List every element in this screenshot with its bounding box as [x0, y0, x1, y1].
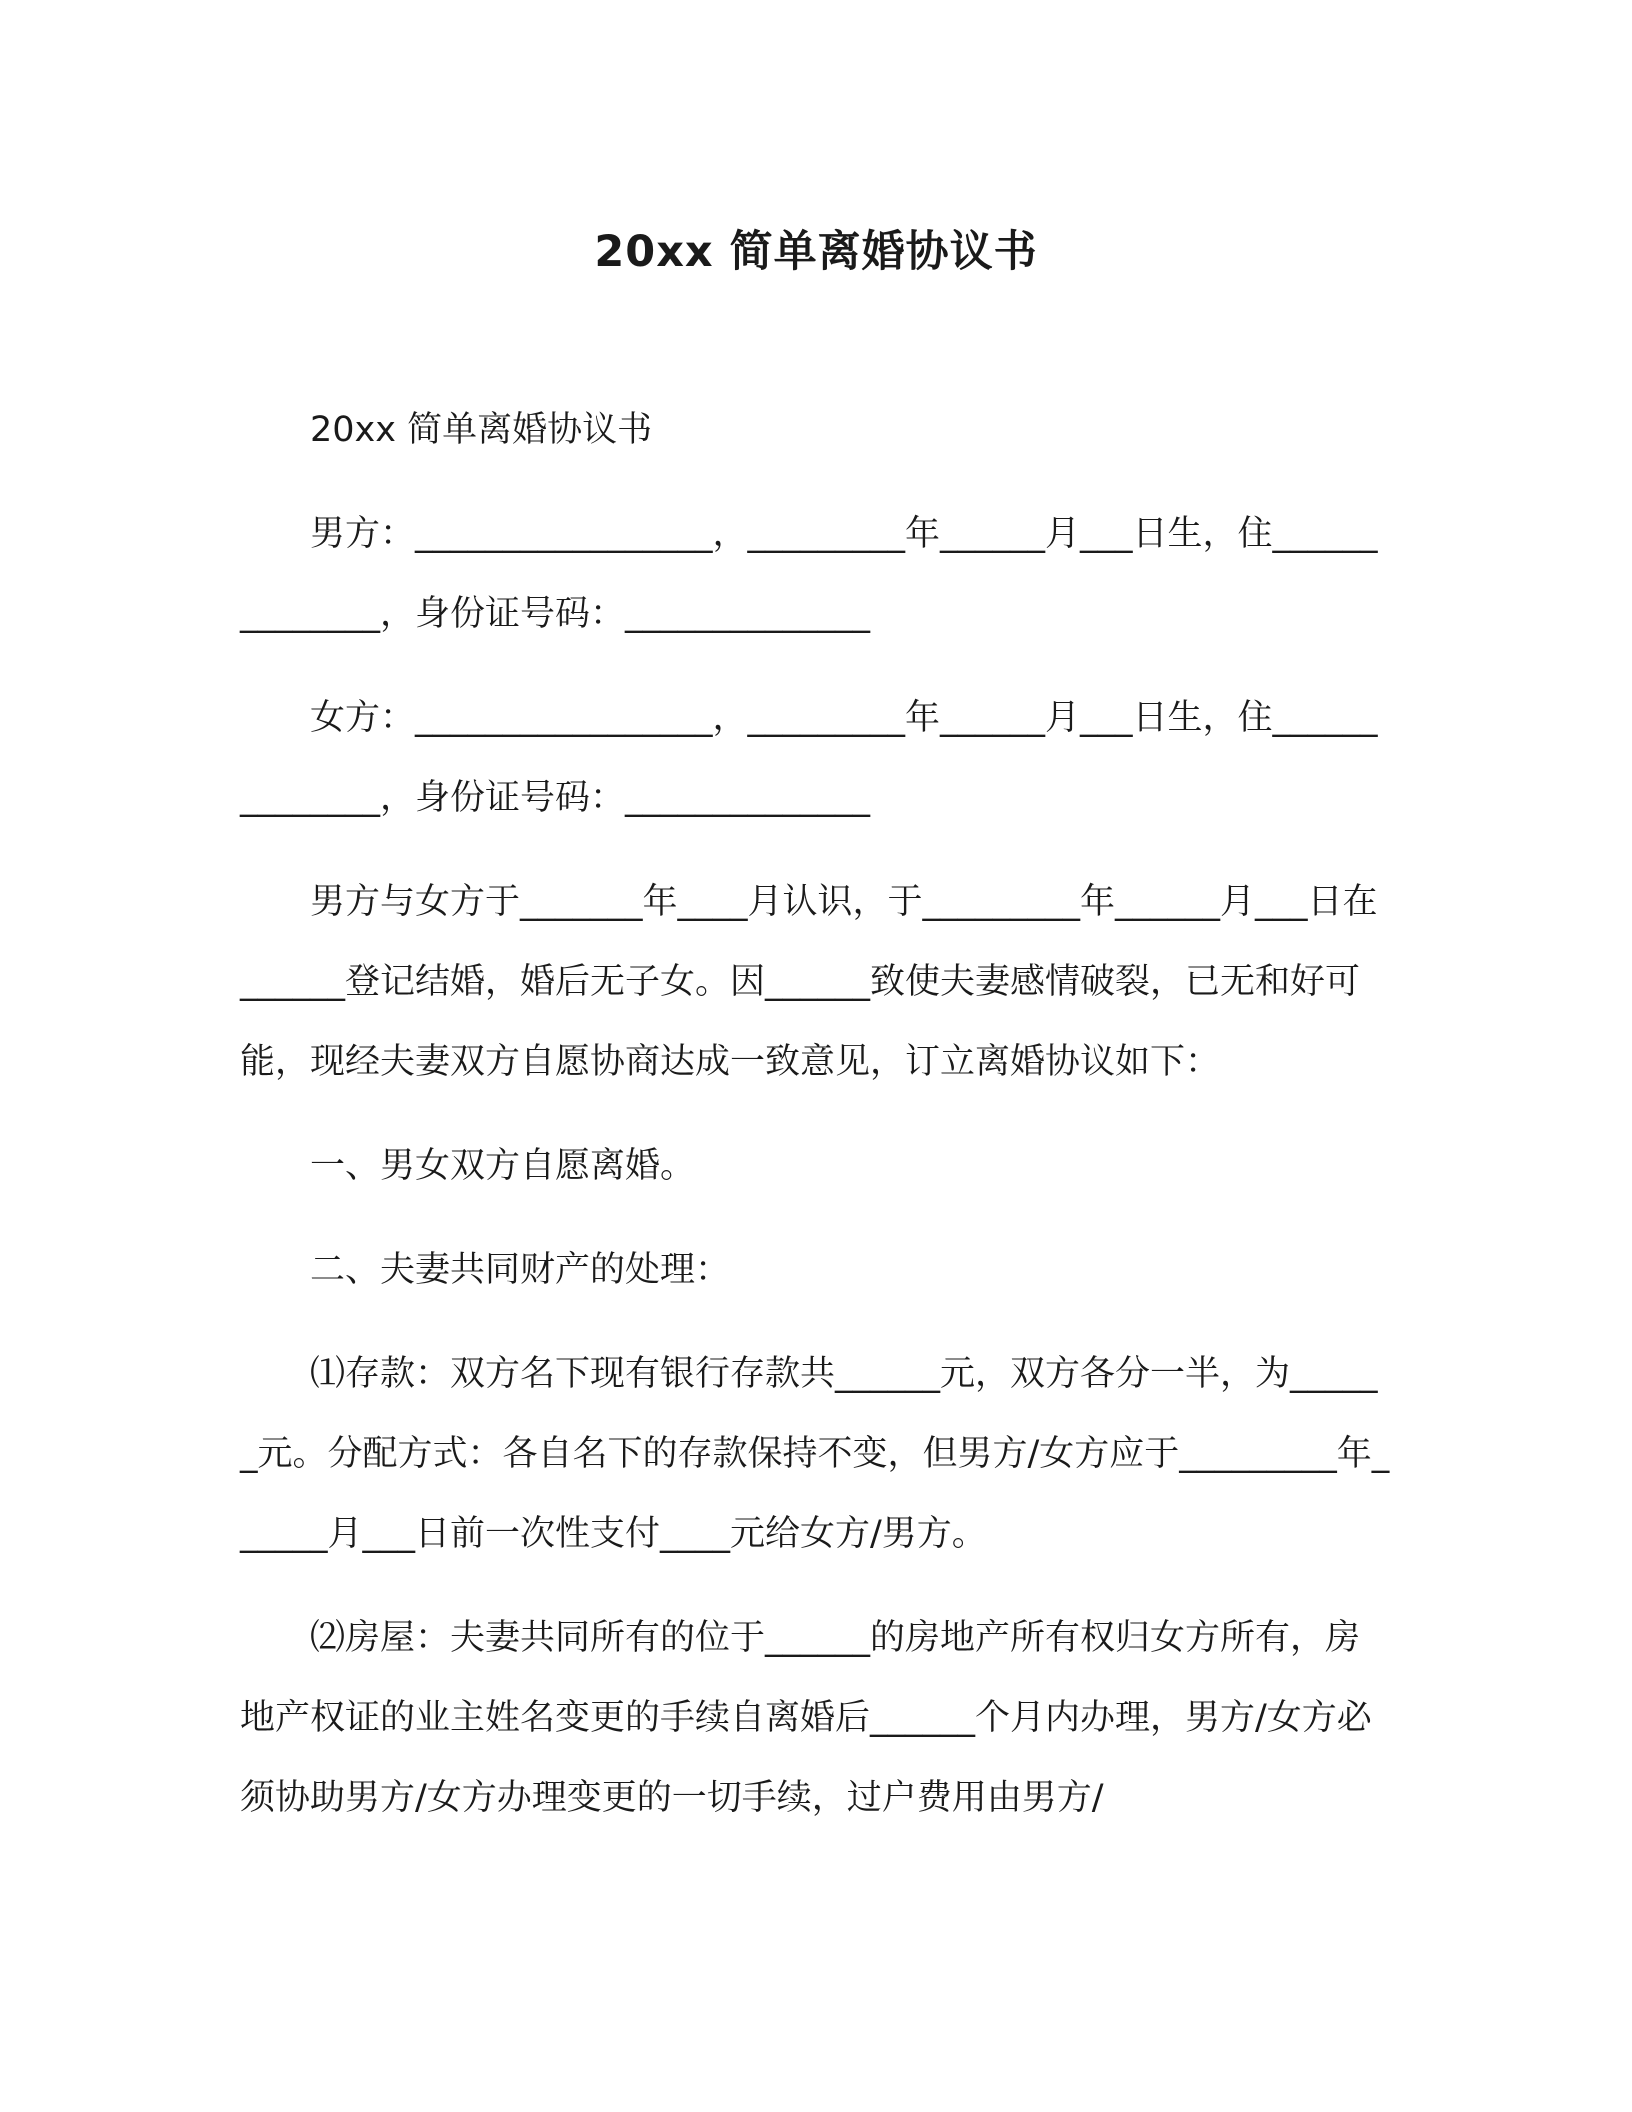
paragraph-clause-1: 一、男女双方自愿离婚。: [310, 1146, 696, 1186]
paragraph-clause-2: 二、夫妻共同财产的处理：: [310, 1250, 731, 1290]
paragraph-marriage-background: 男方与女方于_______年____月认识，于_________年______月___日在______登记结婚，婚后无子女。因______致使夫妻感情破裂，已无和好可能，现经夫妻双方自愿协商达成一致意见，订立离婚协议如下：: [240, 882, 1378, 1082]
document-title: 20xx 简单离婚协议书: [594, 227, 1038, 277]
paragraph-female-party: 女方：_________________，_________年______月___日生，住______________，身份证号码：______________: [240, 698, 1378, 818]
paragraph-housing: ⑵房屋：夫妻共同所有的位于______的房地产所有权归女方所有，房地产权证的业主姓名变更的手续自离婚后______个月内办理，男方/女方必须协助男方/女方办理变更的一切手续，过户费用由男方/: [240, 1618, 1372, 1818]
document-body: [240, 390, 1390, 1862]
paragraph-male-party: 男方：_________________，_________年______月___日生，住______________，身份证号码：______________: [240, 514, 1378, 634]
paragraph-subtitle: 20xx 简单离婚协议书: [310, 410, 653, 450]
paragraph-savings: ⑴存款：双方名下现有银行存款共______元，双方各分一半，为______元。分配方式：各自名下的存款保持不变，但男方/女方应于_________年______月___日前一次性支付____元给女方/男方。: [240, 1354, 1390, 1554]
